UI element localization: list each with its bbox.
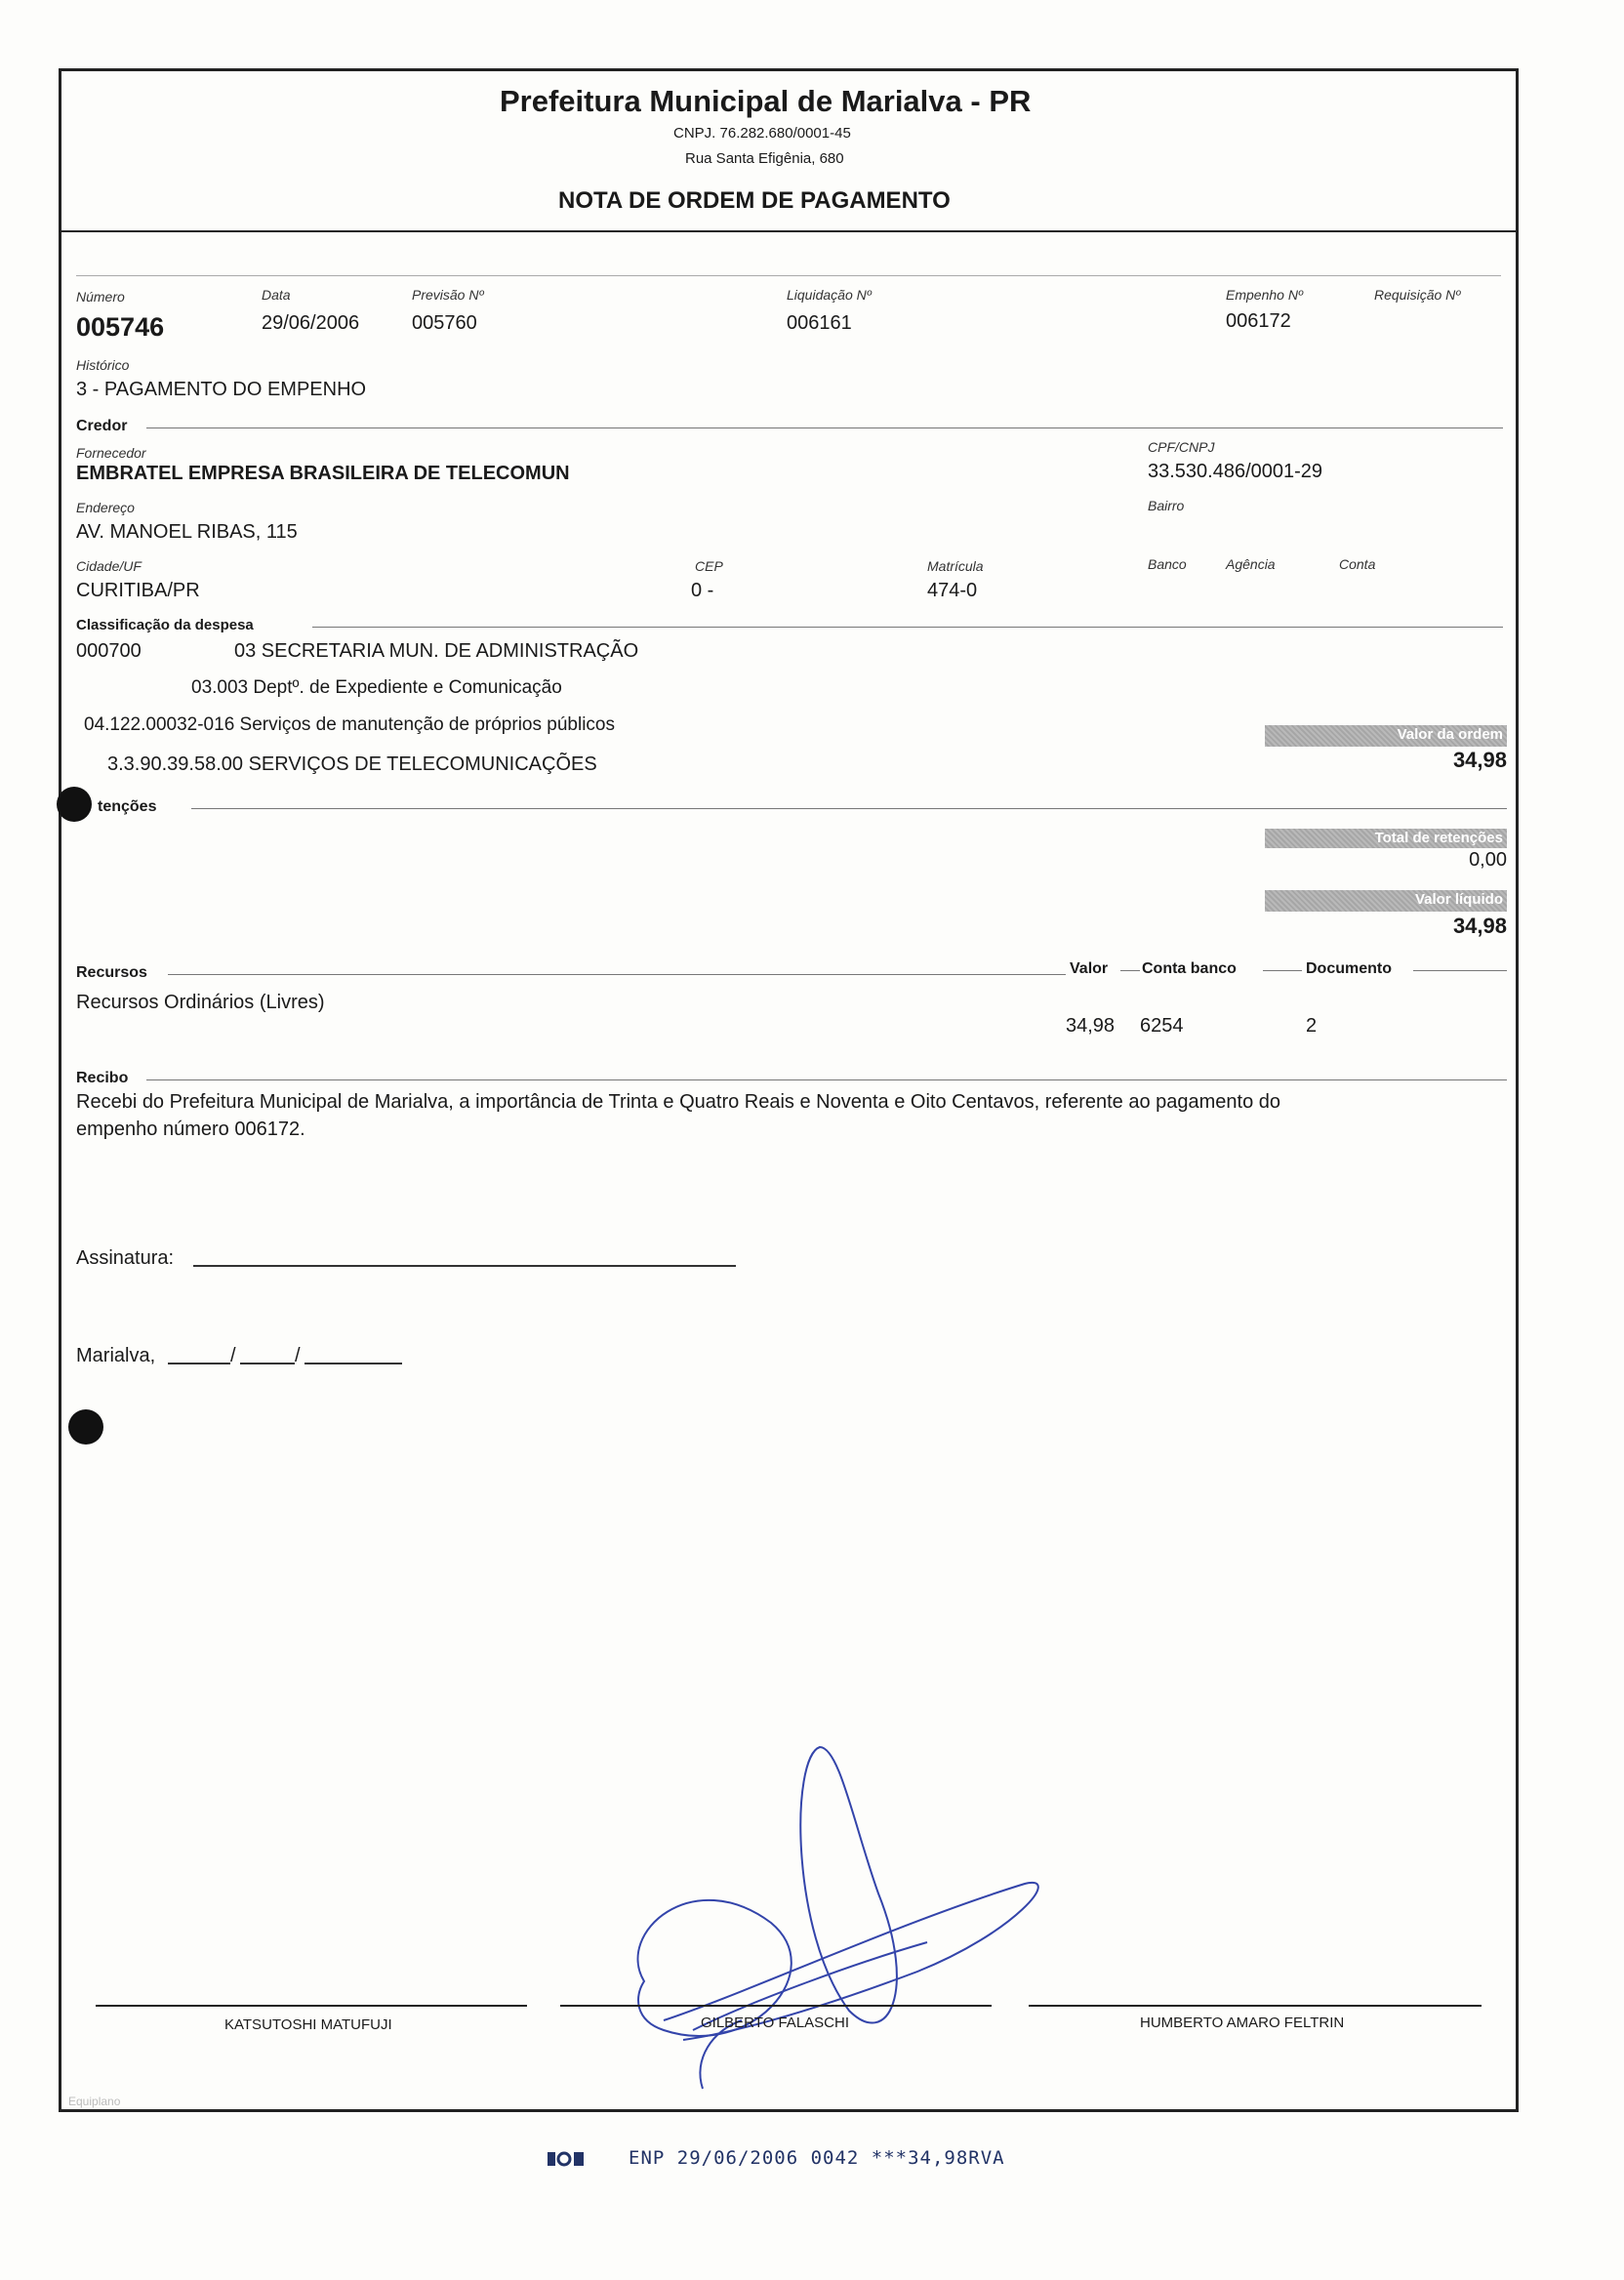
documento-col-label: Documento (1306, 960, 1392, 977)
signature-line-3 (1029, 2005, 1482, 2007)
date-line-month (240, 1363, 295, 1364)
recursos-descricao: Recursos Ordinários (Livres) (76, 992, 325, 1013)
cidade-label: Cidade/UF (76, 558, 142, 574)
signature-scribble (605, 1737, 1054, 2108)
endereco-label: Endereço (76, 500, 135, 515)
data-value: 29/06/2006 (262, 312, 360, 334)
conta-banco-col-label: Conta banco (1142, 960, 1237, 977)
cep-value: 0 - (691, 580, 714, 601)
date-line-year (304, 1363, 402, 1364)
valor-ordem-label: Valor da ordem (1265, 725, 1507, 747)
recibo-divider (146, 1079, 1507, 1080)
conta-label: Conta (1339, 556, 1376, 572)
assinatura-line (193, 1265, 736, 1267)
signatory-1: KATSUTOSHI MATUFUJI (224, 2016, 392, 2033)
authentication-stamp: ENP 29/06/2006 0042 ***34,98RVA (629, 2147, 1005, 2169)
equiplano-watermark: Equiplano (68, 2095, 121, 2108)
numero-label: Número (76, 289, 125, 305)
signatory-3: HUMBERTO AMARO FELTRIN (1140, 2015, 1345, 2031)
credor-section: Credor (76, 418, 128, 434)
retencoes-section: tenções (98, 798, 157, 815)
classificacao-code: 000700 (76, 640, 142, 662)
signature-line-1 (96, 2005, 527, 2007)
date-slash-2: / (295, 1345, 301, 1366)
fornecedor-value: EMBRATEL EMPRESA BRASILEIRA DE TELECOMUN (76, 463, 570, 484)
liquidacao-value: 006161 (787, 312, 852, 334)
cidade-value: CURITIBA/PR (76, 580, 200, 601)
numero-value: 005746 (76, 312, 165, 342)
page-title: Prefeitura Municipal de Marialva - PR (500, 84, 1032, 118)
recursos-section: Recursos (76, 964, 147, 981)
signatory-2: GILBERTO FALASCHI (701, 2015, 849, 2031)
info-divider (76, 275, 1501, 276)
recibo-text-line2: empenho número 006172. (76, 1119, 305, 1140)
classificacao-divider (312, 627, 1503, 628)
recibo-text-line1: Recebi do Prefeitura Municipal de Marialva, a importância de Trinta e Quatro Reais e Noventa e Oito Centavos, referente ao pagamento do (76, 1091, 1281, 1113)
recursos-divider-2 (1120, 970, 1140, 971)
banco-label: Banco (1148, 556, 1187, 572)
recursos-divider (168, 974, 1066, 975)
total-retencoes-value: 0,00 (1469, 849, 1507, 871)
historico-label: Histórico (76, 357, 130, 373)
matricula-value: 474-0 (927, 580, 978, 601)
fornecedor-label: Fornecedor (76, 445, 146, 461)
requisicao-label: Requisição Nº (1374, 287, 1461, 303)
departamento: 03.003 Deptº. de Expediente e Comunicação (191, 677, 562, 698)
matricula-label: Matrícula (927, 558, 984, 574)
secretaria: 03 SECRETARIA MUN. DE ADMINISTRAÇÃO (234, 640, 639, 662)
doc-title: NOTA DE ORDEM DE PAGAMENTO (558, 187, 951, 214)
valor-col-label: Valor (1070, 960, 1109, 977)
elemento: 3.3.90.39.58.00 SERVIÇOS DE TELECOMUNICAÇÕES (107, 753, 597, 775)
date-slash-1: / (230, 1345, 236, 1366)
recursos-documento: 2 (1306, 1015, 1318, 1037)
bank-logo (547, 2149, 586, 2169)
historico-value: 3 - PAGAMENTO DO EMPENHO (76, 379, 367, 400)
cep-label: CEP (695, 558, 723, 574)
header-divider (61, 230, 1517, 232)
date-line-day (168, 1363, 230, 1364)
bairro-label: Bairro (1148, 498, 1185, 513)
data-label: Data (262, 287, 291, 303)
recursos-divider-3 (1263, 970, 1302, 971)
previsao-label: Previsão Nº (412, 287, 484, 303)
total-retencoes-label: Total de retenções (1265, 829, 1507, 848)
programa: 04.122.00032-016 Serviços de manutenção de próprios públicos (84, 714, 615, 735)
punch-hole (68, 1409, 103, 1445)
cpf-label: CPF/CNPJ (1148, 439, 1215, 455)
classificacao-section: Classificação da despesa (76, 617, 254, 633)
empenho-value: 006172 (1226, 310, 1291, 332)
liquidacao-label: Liquidação Nº (787, 287, 872, 303)
valor-liquido-label: Valor líquido (1265, 890, 1507, 912)
punch-hole (57, 787, 92, 822)
signature-line-2 (560, 2005, 992, 2007)
empenho-label: Empenho Nº (1226, 287, 1304, 303)
recibo-section: Recibo (76, 1070, 129, 1086)
cnpj: CNPJ. 76.282.680/0001-45 (673, 125, 851, 142)
endereco-value: AV. MANOEL RIBAS, 115 (76, 521, 298, 543)
recursos-divider-4 (1413, 970, 1507, 971)
local-label: Marialva, (76, 1345, 156, 1366)
address: Rua Santa Efigênia, 680 (685, 150, 844, 167)
retencoes-divider (191, 808, 1507, 809)
assinatura-label: Assinatura: (76, 1247, 175, 1269)
recursos-valor: 34,98 (1066, 1015, 1116, 1037)
recursos-conta-banco: 6254 (1140, 1015, 1184, 1037)
cpf-value: 33.530.486/0001-29 (1148, 461, 1323, 482)
valor-liquido-value: 34,98 (1452, 914, 1507, 938)
valor-ordem-value: 34,98 (1452, 748, 1507, 772)
agencia-label: Agência (1226, 556, 1276, 572)
previsao-value: 005760 (412, 312, 477, 334)
